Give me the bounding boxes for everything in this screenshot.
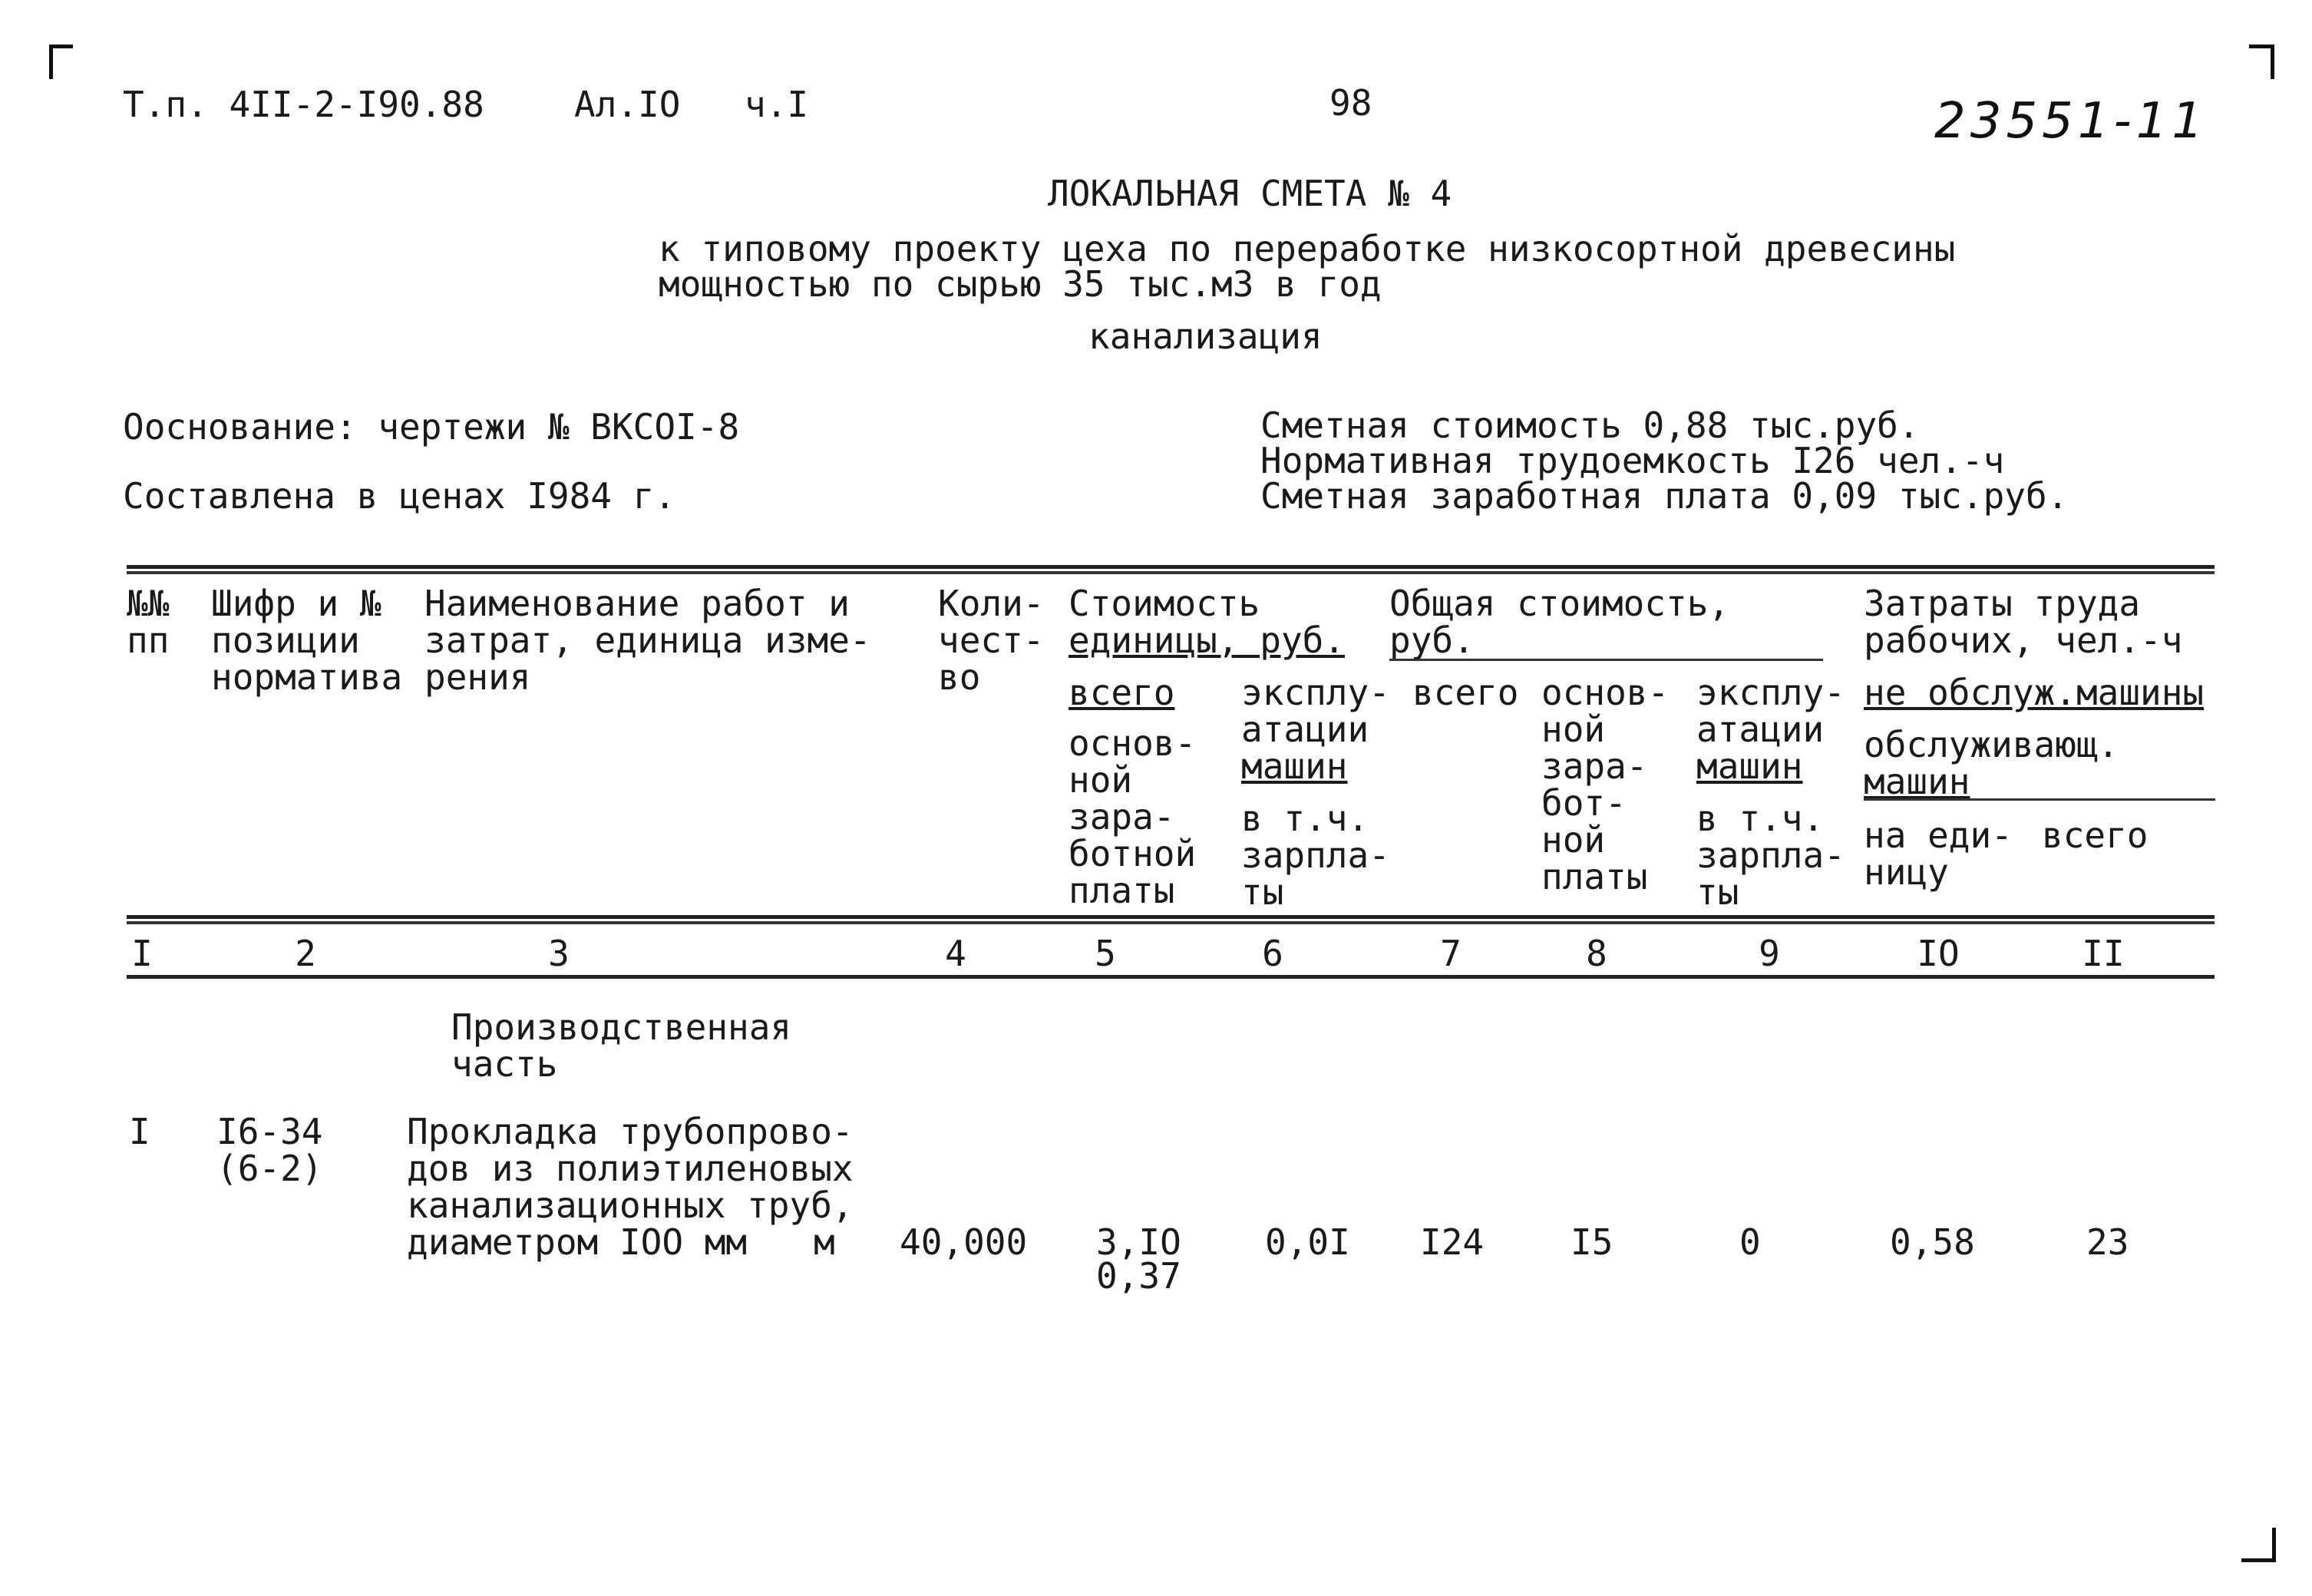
- row-quantity: 40,000: [900, 1221, 1028, 1263]
- header-unit-machines: эксплу- атации: [1241, 672, 1390, 750]
- header-labor-per-unit: на еди- ницу: [1864, 815, 2013, 893]
- project-line-2: мощностью по сырью 35 тыс.м3 в год: [659, 263, 1382, 305]
- header-unit-machines-word: машин: [1241, 745, 1348, 787]
- corner-mark-top-right: [2249, 45, 2274, 79]
- column-number-1: I: [131, 933, 153, 974]
- header-labor-not-serving: не обслуж.машины: [1864, 672, 2205, 713]
- column-number-2: 2: [295, 933, 316, 974]
- column-number-9: 9: [1759, 933, 1780, 974]
- estimated-wage: Сметная заработная плата 0,09 тыс.руб.: [1260, 475, 2069, 517]
- header-labor-rule: [1864, 798, 2215, 801]
- header-bottom-rule-2: [127, 921, 2215, 924]
- row-total-wage: I5: [1571, 1221, 1613, 1263]
- column-number-3: 3: [548, 933, 570, 974]
- table-top-rule-2: [127, 571, 2215, 574]
- header-code: Шифр и № позиции норматива: [211, 583, 403, 698]
- header-total: всего: [1412, 672, 1519, 713]
- estimated-cost: Сметная стоимость 0,88 тыс.руб.: [1260, 405, 1920, 446]
- header-total-machines-wage: в т.ч. зарпла- ты: [1696, 798, 1845, 913]
- header-labor: Затраты труда рабочих, чел.-ч: [1864, 583, 2183, 661]
- header-bottom-rule: [127, 915, 2215, 919]
- header-unit-machines-wage: в т.ч. зарпла- ты: [1241, 798, 1390, 913]
- price-base: Составлена в ценах I984 г.: [123, 475, 676, 517]
- header-total-machines-word: машин: [1696, 745, 1803, 787]
- part-number: ч.I: [745, 84, 809, 125]
- row-unit-wage: 0,37: [1096, 1255, 1181, 1297]
- header-work-name: Наименование работ и затрат, единица изме- рения: [424, 583, 871, 698]
- header-quantity: Коли- чест- во: [938, 583, 1045, 698]
- album-number: Ал.IO: [574, 84, 681, 125]
- header-total-wage: основ- ной зара- бот- ной платы: [1541, 672, 1670, 897]
- header-total-machines: эксплу- атации: [1696, 672, 1845, 750]
- header-total-cost-underline: [1389, 659, 1823, 661]
- basis-drawings: Ооснование: чертежи № ВКСОI-8: [123, 406, 740, 448]
- normative-labor: Нормативная трудоемкость I26 чел.-ч: [1260, 440, 2005, 481]
- page-number: 98: [1329, 82, 1372, 124]
- row-work-name: Прокладка трубопрово- дов из полиэтиленовых канализационных труб, диаметром IOO мм: [407, 1111, 854, 1263]
- header-labor-serving-word: машин: [1864, 761, 1970, 802]
- header-total-cost: Общая стоимость,: [1389, 583, 1730, 624]
- corner-mark-bottom-right: [2241, 1528, 2276, 1562]
- section-name: канализация: [1088, 316, 1323, 357]
- row-labor-total: 23: [2086, 1221, 2129, 1263]
- row-unit: м: [814, 1221, 835, 1263]
- row-unit-machines: 0,0I: [1265, 1221, 1350, 1263]
- estimate-heading: ЛОКАЛЬНАЯ СМЕТА № 4: [1048, 173, 1452, 214]
- header-unit-cost: Стоимость: [1068, 583, 1260, 624]
- row-number: I: [129, 1111, 150, 1152]
- column-number-11: II: [2082, 933, 2125, 974]
- header-unit-wage: основ- ной зара- ботной платы: [1068, 722, 1197, 911]
- row-total: I24: [1420, 1221, 1485, 1263]
- row-code: I6-34 (6-2): [216, 1111, 323, 1189]
- document-reference: Т.п. 4II-2-I90.88: [123, 84, 484, 125]
- header-labor-serving: обслуживающ.: [1864, 724, 2119, 765]
- column-number-7: 7: [1440, 933, 1462, 974]
- column-numbers-rule: [127, 975, 2215, 979]
- handwritten-number: 23551-11: [1934, 93, 2208, 150]
- column-number-8: 8: [1586, 933, 1607, 974]
- column-number-10: IO: [1917, 933, 1960, 974]
- column-number-4: 4: [945, 933, 966, 974]
- column-number-6: 6: [1262, 933, 1283, 974]
- row-total-machines: 0: [1739, 1221, 1761, 1263]
- row-unit-total: 3,IO: [1096, 1221, 1181, 1263]
- column-number-5: 5: [1095, 933, 1116, 974]
- header-row-number: №№ пп: [127, 583, 170, 661]
- header-unit-cost-unit: единицы, руб.: [1068, 620, 1346, 661]
- section-title: Производственная часть: [451, 1006, 792, 1085]
- table-top-rule: [127, 565, 2215, 569]
- header-unit-total: всего: [1068, 672, 1175, 713]
- header-labor-total: всего: [2042, 815, 2149, 856]
- header-total-cost-unit: руб.: [1389, 620, 1475, 661]
- project-line-1: к типовому проекту цеха по переработке низкосортной древесины: [659, 228, 1956, 269]
- row-labor-per-unit: 0,58: [1890, 1221, 1975, 1263]
- corner-mark-top-left: [49, 45, 73, 79]
